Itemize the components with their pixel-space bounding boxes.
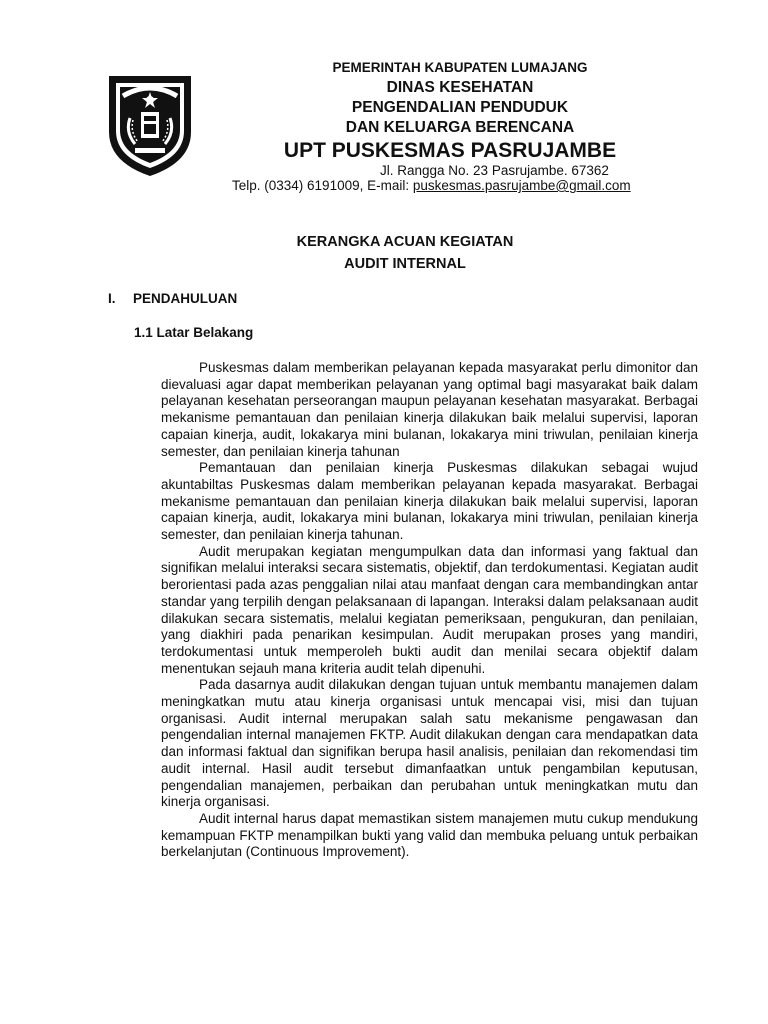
- contact-line: [232, 178, 631, 193]
- section-number: I.: [108, 291, 116, 306]
- paragraph: Puskesmas dalam memberikan pelayanan kepada masyarakat perlu dimonitor dan dievaluasi agar dapat memberikan pelayanan yang optimal bagi masyarakat baik dalam pelayanan kesehatan perseorangan maupun pelayanan kesehatan masyarakat. Berbagai mekanisme pemantauan dan penilaian kinerja dilakukan baik melalui supervisi, laporan capaian kinerja, audit, lokakarya mini bulanan, lokakarya mini triwulan, penilaian kinerja semester, dan penilaian kinerja tahunan: [161, 360, 698, 459]
- institution-name: UPT PUSKESMAS PASRUJAMBE: [283, 139, 617, 162]
- document-title: KERANGKA ACUAN KEGIATAN: [296, 234, 514, 250]
- section-heading: PENDAHULUAN: [133, 291, 238, 306]
- regency-emblem-logo: [105, 70, 195, 180]
- telephone-text: Telp. (0334) 6191009, E-mail:: [232, 178, 413, 193]
- address-line: Jl. Rangga No. 23 Pasrujambe. 67362: [380, 163, 609, 178]
- department-name: DINAS KESEHATAN: [386, 79, 534, 96]
- department-name-line2: PENGENDALIAN PENDUDUK: [351, 99, 569, 116]
- paragraph: Pada dasarnya audit dilakukan dengan tujuan untuk membantu manajemen dalam meningkatkan mutu atau kinerja organisasi untuk mencapai visi, misi dan tujuan organisasi. Audit internal merupakan salah satu mekanisme pengawasan dan pengendalian internal manajemen FKTP. Audit dilakukan dengan cara mendapatkan data dan informasi faktual dan signifikan berupa hasil analisis, penilaian dan rekomendasi tim audit internal. Hasil audit tersebut dimanfaatkan untuk pengambilan keputusan, pengendalian manajemen, perbaikan dan perubahan untuk meningkatkan mutu dan kinerja organisasi.: [161, 677, 698, 810]
- paragraph: Pemantauan dan penilaian kinerja Puskesmas dilakukan sebagai wujud akuntabiltas Puskesmas dalam memberikan pelayanan kepada masyarakat. Berbagai mekanisme pemantauan dan penilaian kinerja dilakukan baik melalui supervisi, laporan capaian kinerja, audit, lokakarya mini bulanan, lokakarya mini triwulan, penilaian kinerja semester, dan penilaian kinerja tahunan.: [161, 460, 698, 543]
- department-name-line3: DAN KELUARGA BERENCANA: [345, 119, 575, 136]
- email-link[interactable]: puskesmas.pasrujambe@gmail.com: [412, 178, 631, 193]
- body-text: [161, 360, 698, 861]
- government-name: PEMERINTAH KABUPATEN LUMAJANG: [332, 60, 588, 75]
- document-subtitle: AUDIT INTERNAL: [344, 256, 466, 272]
- subsection-heading: 1.1 Latar Belakang: [134, 325, 254, 340]
- paragraph: Audit merupakan kegiatan mengumpulkan data dan informasi yang faktual dan signifikan melalui interaksi secara sistematis, objektif, dan terdokumentasi. Kegiatan audit berorientasi pada azas penggalian nilai atau manfaat dengan cara membandingkan antar standar yang terpilih dengan pelaksanaan di lapangan. Interaksi dalam pelaksanaan audit dilakukan secara sistematis, melalui kegiatan pemeriksaan, pengukuran, dan penilaian, yang diakhiri pada penarikan kesimpulan. Audit merupakan proses yang mandiri, terdokumentasi untuk memperoleh bukti audit dan menilai secara objektif dalam menentukan sejauh mana kriteria audit telah dipenuhi.: [161, 543, 698, 676]
- paragraph: Audit internal harus dapat memastikan sistem manajemen mutu cukup mendukung kemampuan FKTP menampilkan bukti yang valid dan membuka peluang untuk perbaikan berkelanjutan (Continuous Improvement).: [161, 810, 698, 860]
